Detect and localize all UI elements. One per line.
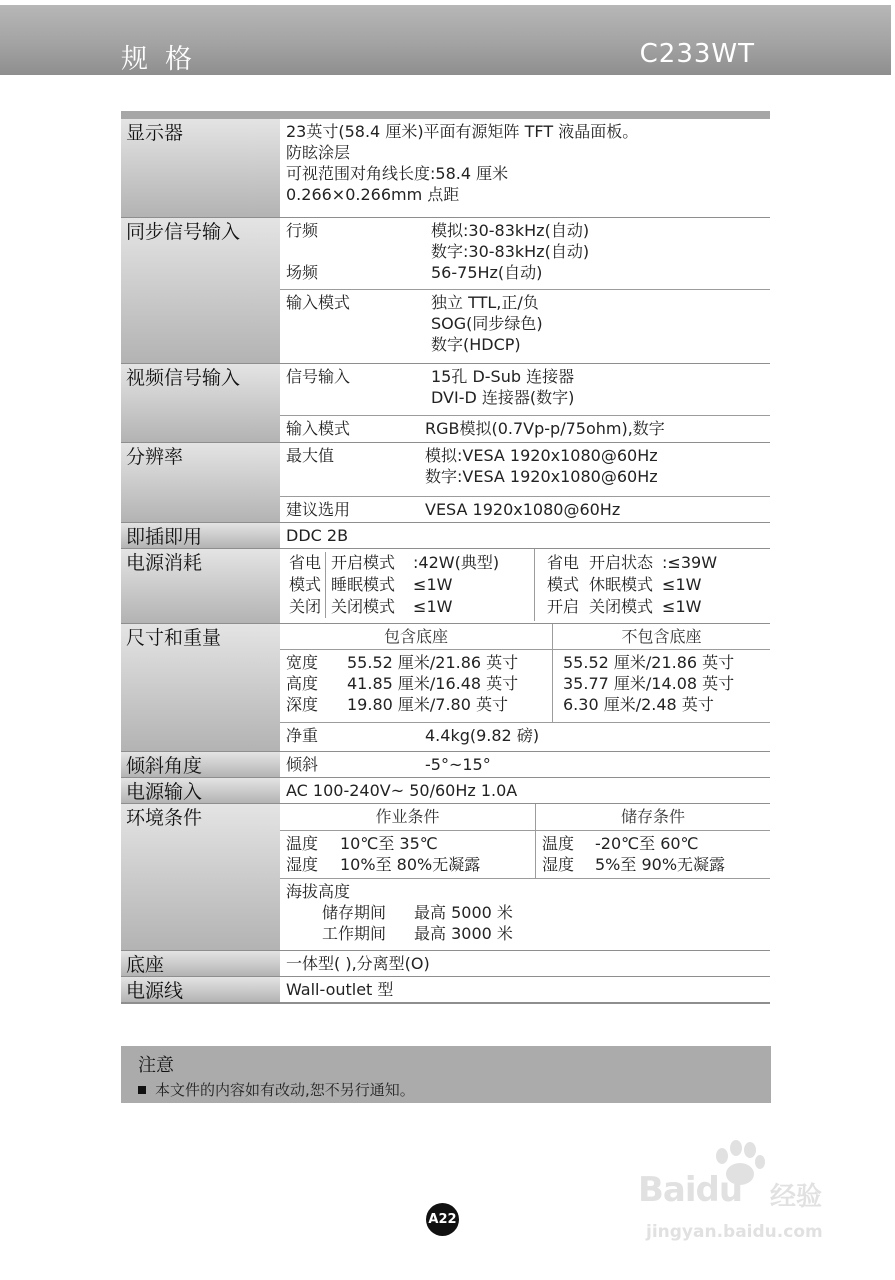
row-label: 同步信号输入 [121, 218, 280, 363]
row-label: 电源输入 [121, 778, 280, 803]
key: 行频 [286, 221, 319, 240]
text-line: 储存期间 [322, 903, 387, 922]
row-label: 电源消耗 [121, 549, 280, 623]
row-label: 显示器 [121, 119, 280, 217]
text-line: 温度 [286, 834, 319, 853]
text-line: 开启 [547, 597, 580, 616]
row-power-cord [121, 977, 770, 1004]
resolution-recommended [280, 497, 770, 523]
dimensions-header [280, 624, 770, 650]
row-resolution [121, 443, 770, 523]
row-environment [121, 804, 770, 951]
text-line: 省电 [289, 553, 322, 572]
environment-keys [542, 833, 595, 875]
page-number: A22 [426, 1203, 459, 1236]
row-label: 视频信号输入 [121, 364, 280, 442]
text-line: 15孔 D-Sub 连接器 [431, 367, 575, 386]
value [425, 445, 658, 493]
text-line: 温度 [542, 834, 575, 853]
text-line: 数字(HDCP) [431, 335, 521, 354]
display-lines [280, 119, 770, 217]
key: 场频 [286, 263, 319, 282]
video-mode [280, 416, 770, 442]
row-label: 倾斜角度 [121, 752, 280, 777]
text-line: DVI-D 连接器(数字) [431, 388, 575, 407]
text-line: 19.80 厘米/7.80 英寸 [347, 695, 508, 714]
row-power-input [121, 778, 770, 804]
text-line: 湿度 [542, 855, 575, 874]
operating-values [280, 831, 535, 878]
operating-value-lines [340, 833, 480, 875]
power-right [535, 549, 717, 621]
power-input-value: AC 100-240V~ 50/60Hz 1.0A [286, 781, 518, 800]
storage-values [535, 831, 770, 878]
text-line: 模式 [289, 575, 322, 594]
environment-header [280, 804, 770, 831]
text-line: 41.85 厘米/16.48 英寸 [347, 674, 519, 693]
text-line: SOG(同步绿色) [431, 314, 543, 333]
video-content [280, 364, 770, 442]
row-stand [121, 951, 770, 977]
environment-content [280, 804, 770, 950]
value [431, 366, 574, 412]
row-tilt [121, 752, 770, 778]
environment-keys [286, 833, 340, 875]
dimension-values [347, 652, 518, 719]
text-line: 数字:VESA 1920x1080@60Hz [425, 467, 658, 486]
note-title: 注意 [138, 1055, 174, 1076]
table-top-bar [121, 111, 770, 119]
watermark-brand-cn: 经验 [770, 1182, 823, 1212]
value: VESA 1920x1080@60Hz [425, 500, 621, 519]
spec-table [121, 111, 770, 1004]
text-line: ≤1W [413, 575, 453, 594]
text-line: 关闭模式 [589, 597, 654, 616]
text-line: :42W(典型) [413, 553, 500, 572]
with-stand-header: 包含底座 [383, 627, 448, 646]
key: 建议选用 [286, 500, 351, 519]
power-left-values [399, 552, 499, 618]
value: 4.4kg(9.82 磅) [425, 726, 540, 745]
text-line: ≤1W [413, 597, 453, 616]
sync-mode [280, 290, 770, 358]
note-text-line [138, 1079, 415, 1100]
row-display [121, 119, 770, 218]
stand-value: 一体型( ),分离型(O) [286, 954, 430, 973]
value [431, 220, 589, 262]
baidu-watermark [638, 1140, 843, 1250]
key: 输入模式 [286, 419, 351, 438]
text-line: ≤1W [662, 575, 702, 594]
text-line: 23英寸(58.4 厘米)平面有源矩阵 TFT 液晶面板。 [286, 122, 639, 141]
key: 信号输入 [286, 367, 351, 386]
text-line: 35.77 厘米/14.08 英寸 [563, 674, 735, 693]
text-line: 省电 [547, 553, 580, 572]
net-weight [280, 723, 770, 749]
text-line: 模拟:VESA 1920x1080@60Hz [425, 446, 658, 465]
text-line: 湿度 [286, 855, 319, 874]
bullet-square-icon [138, 1086, 146, 1094]
key: 净重 [286, 726, 319, 745]
key: 最大值 [286, 446, 335, 465]
text-line: 55.52 厘米/21.86 英寸 [347, 653, 519, 672]
sync-content [280, 218, 770, 363]
text-line: 休眠模式 [589, 575, 654, 594]
text-line: 开启模式 [331, 553, 396, 572]
text-line: 关闭 [289, 597, 322, 616]
text-line: 深度 [286, 695, 319, 714]
row-label: 即插即用 [121, 523, 280, 548]
text-line: 开启状态 [589, 553, 654, 572]
resolution-max [280, 443, 770, 497]
text-line: 模式 [547, 575, 580, 594]
text-line: 可视范围对角线长度:58.4 厘米 [286, 164, 509, 183]
altitude-lines [286, 902, 770, 944]
value: -5°~15° [425, 755, 491, 774]
text-line: 10℃至 35℃ [340, 834, 438, 853]
altitude-values [414, 902, 513, 944]
text-line: 最高 5000 米 [414, 903, 513, 922]
power-left [280, 549, 535, 621]
text-line: 宽度 [286, 653, 319, 672]
text-line: 10%至 80%无凝露 [340, 855, 481, 874]
without-stand-header: 不包含底座 [552, 624, 770, 649]
page-header [0, 5, 891, 75]
row-dimensions [121, 624, 770, 752]
text-line: 高度 [286, 674, 319, 693]
text-line: -20℃至 60℃ [595, 834, 699, 853]
power-content [280, 549, 770, 621]
key: 输入模式 [286, 293, 351, 312]
row-label: 环境条件 [121, 804, 280, 950]
dimensions-values [280, 650, 770, 723]
resolution-content [280, 443, 770, 522]
row-label: 电源线 [121, 977, 280, 1002]
without-stand-values [552, 650, 770, 722]
text-line: 55.52 厘米/21.86 英寸 [563, 653, 735, 672]
key: 倾斜 [286, 755, 319, 774]
power-right-vertical [535, 552, 583, 618]
altitude-title: 海拔高度 [286, 882, 351, 901]
page-title: 规格 [121, 44, 209, 75]
vfreq [280, 262, 770, 286]
text-line: 关闭模式 [331, 597, 396, 616]
row-video [121, 364, 770, 443]
row-pnp [121, 523, 770, 549]
text-line: 模拟:30-83kHz(自动) [431, 221, 590, 240]
video-signal [280, 364, 770, 416]
tilt-content [280, 752, 770, 777]
text-line: 最高 3000 米 [414, 924, 513, 943]
text-line: 工作期间 [322, 924, 387, 943]
row-label: 底座 [121, 951, 280, 976]
with-stand-values [280, 650, 552, 722]
row-power [121, 549, 770, 624]
hfreq [280, 218, 770, 262]
text-line: ≤1W [662, 597, 702, 616]
text-line: 睡眠模式 [331, 575, 396, 594]
note-box [121, 1046, 771, 1103]
row-label: 尺寸和重量 [121, 624, 280, 751]
environment-values [280, 831, 770, 879]
power-right-names [583, 552, 656, 618]
storage-header: 储存条件 [535, 804, 770, 830]
dimensions-content [280, 624, 770, 751]
altitude-keys [322, 902, 414, 944]
altitude [280, 879, 770, 947]
value: RGB模拟(0.7Vp-p/75ohm),数字 [425, 419, 665, 438]
text-line: 数字:30-83kHz(自动) [431, 242, 590, 261]
dimension-keys [286, 652, 347, 719]
power-left-vertical [280, 552, 326, 618]
operating-header: 作业条件 [375, 807, 440, 826]
pnp-value: DDC 2B [286, 526, 349, 545]
sync-freq [280, 218, 770, 290]
value [431, 292, 543, 355]
model-name: C233WT [639, 39, 755, 69]
text-line: 0.266×0.266mm 点距 [286, 185, 460, 204]
text-line: 5%至 90%无凝露 [595, 855, 726, 874]
row-sync [121, 218, 770, 364]
row-label: 分辨率 [121, 443, 280, 522]
storage-value-lines [595, 833, 725, 875]
note-text: 本文件的内容如有改动,恕不另行通知。 [155, 1081, 415, 1099]
text-line: 独立 TTL,正/负 [431, 293, 539, 312]
text-line: 6.30 厘米/2.48 英寸 [563, 695, 714, 714]
watermark-brand: Baidu [638, 1170, 743, 1210]
value: 56-75Hz(自动) [431, 263, 543, 282]
power-right-values [656, 552, 717, 618]
power-left-names [326, 552, 399, 618]
watermark-url: jingyan.baidu.com [646, 1222, 823, 1242]
text-line: 防眩涂层 [286, 143, 351, 162]
cord-value: Wall-outlet 型 [286, 980, 394, 999]
text-line: :≤39W [662, 553, 718, 572]
